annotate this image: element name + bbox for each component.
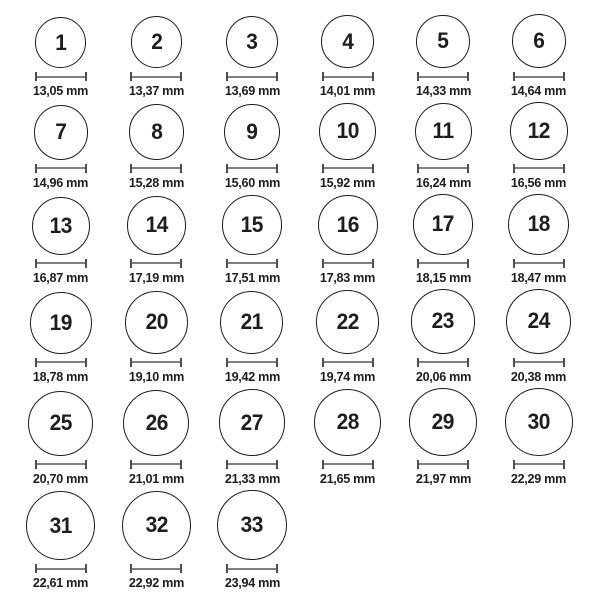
measurement-line xyxy=(513,72,565,81)
measurement-tick-right xyxy=(276,164,278,173)
measurement-tick-right xyxy=(276,358,278,367)
ring-diameter-label: 18,15 mm xyxy=(415,269,471,285)
ring-size-number: 1 xyxy=(55,29,67,55)
ring-circle xyxy=(219,389,286,456)
measurement-bar xyxy=(419,463,467,465)
ring-circle xyxy=(411,289,475,353)
ring-diameter-label: 23,94 mm xyxy=(224,575,280,591)
ring-circle xyxy=(318,195,378,255)
measurement-bar xyxy=(132,568,180,570)
ring-circle xyxy=(321,15,374,68)
measurement-bar xyxy=(132,361,180,363)
measurement-line xyxy=(35,564,87,573)
measurement-line xyxy=(35,259,87,268)
ring-size-number: 9 xyxy=(246,118,258,144)
ring-diameter-label: 20,38 mm xyxy=(511,368,567,384)
ring-size-cell xyxy=(395,15,491,98)
measurement-tick-right xyxy=(467,164,469,173)
ring-size-number: 25 xyxy=(49,410,72,436)
ring-circle xyxy=(409,388,477,456)
ring-size-number: 10 xyxy=(336,118,359,144)
ring-size-number: 24 xyxy=(527,308,550,334)
measurement-bar xyxy=(228,463,276,465)
ring-circle xyxy=(35,17,86,68)
ring-size-cell xyxy=(300,389,396,486)
ring-diameter-label: 14,01 mm xyxy=(319,83,376,98)
measurement-bar xyxy=(37,361,85,363)
ring-diameter-label: 14,96 mm xyxy=(33,174,89,190)
ring-size-cell xyxy=(109,491,205,591)
measurement-line xyxy=(322,460,374,469)
ring-size-number: 22 xyxy=(336,308,359,334)
ring-size-number: 18 xyxy=(527,211,550,237)
ring-circle xyxy=(122,491,192,561)
measurement-line xyxy=(417,259,469,268)
measurement-line xyxy=(226,460,278,469)
ring-size-cell xyxy=(13,292,109,384)
ring-diameter-label: 19,42 mm xyxy=(224,368,280,384)
ring-diameter-label: 22,29 mm xyxy=(511,470,567,486)
ring-diameter-label: 15,60 mm xyxy=(224,174,280,190)
ring-size-number: 21 xyxy=(240,309,264,335)
measurement-tick-right xyxy=(85,72,87,81)
ring-size-cell xyxy=(491,388,587,486)
ring-circle xyxy=(220,291,283,354)
measurement-tick-right xyxy=(467,259,469,268)
measurement-tick-right xyxy=(276,460,278,469)
measurement-tick-right xyxy=(372,358,374,367)
measurement-tick-right xyxy=(372,72,374,81)
measurement-bar xyxy=(228,76,276,78)
measurement-tick-right xyxy=(563,259,565,268)
ring-diameter-label: 17,51 mm xyxy=(224,269,280,285)
measurement-bar xyxy=(228,361,276,363)
measurement-tick-right xyxy=(276,72,278,81)
ring-size-number: 2 xyxy=(150,29,162,55)
ring-size-number: 3 xyxy=(246,28,258,54)
ring-diameter-label: 18,47 mm xyxy=(511,269,567,285)
measurement-tick-right xyxy=(180,259,182,268)
ring-size-cell xyxy=(300,15,396,98)
ring-size-cell xyxy=(13,197,109,285)
ring-circle xyxy=(316,290,380,354)
ring-size-cell xyxy=(300,290,396,384)
ring-size-row xyxy=(13,14,587,98)
ring-size-number: 14 xyxy=(145,212,168,238)
measurement-line xyxy=(226,164,278,173)
measurement-line xyxy=(35,358,87,367)
measurement-bar xyxy=(324,463,372,465)
ring-size-cell xyxy=(109,16,205,98)
ring-circle xyxy=(28,391,93,456)
ring-size-cell xyxy=(300,103,396,189)
ring-size-number: 19 xyxy=(49,309,72,335)
ring-circle xyxy=(510,102,568,160)
ring-circle xyxy=(226,16,278,68)
measurement-line xyxy=(226,564,278,573)
ring-circle xyxy=(222,195,281,254)
measurement-line xyxy=(130,564,182,573)
ring-size-cell xyxy=(491,14,587,98)
ring-diameter-label: 17,83 mm xyxy=(319,269,376,285)
ring-size-cell xyxy=(395,194,491,285)
measurement-tick-right xyxy=(180,72,182,81)
measurement-bar xyxy=(228,568,276,570)
measurement-tick-right xyxy=(563,460,565,469)
measurement-tick-right xyxy=(372,460,374,469)
measurement-bar xyxy=(324,361,372,363)
measurement-line xyxy=(322,72,374,81)
ring-diameter-label: 16,56 mm xyxy=(511,174,567,190)
ring-size-row xyxy=(13,388,587,486)
ring-circle xyxy=(129,104,184,159)
ring-diameter-label: 20,06 mm xyxy=(415,368,471,384)
ring-size-number: 27 xyxy=(240,409,264,435)
ring-diameter-label: 14,33 mm xyxy=(415,83,471,98)
ring-circle xyxy=(508,194,569,255)
measurement-bar xyxy=(132,463,180,465)
ring-size-cell xyxy=(204,16,300,98)
ring-circle xyxy=(26,491,95,560)
ring-size-number: 12 xyxy=(527,117,550,143)
measurement-bar xyxy=(515,463,563,465)
measurement-tick-right xyxy=(467,72,469,81)
measurement-line xyxy=(513,259,565,268)
measurement-line xyxy=(130,72,182,81)
ring-circle xyxy=(32,197,90,255)
ring-circle xyxy=(30,292,92,354)
measurement-tick-right xyxy=(180,358,182,367)
measurement-line xyxy=(226,72,278,81)
measurement-line xyxy=(513,358,565,367)
ring-circle xyxy=(505,388,573,456)
ring-size-number: 29 xyxy=(432,409,455,435)
measurement-tick-right xyxy=(85,164,87,173)
measurement-bar xyxy=(132,76,180,78)
measurement-bar xyxy=(515,262,563,264)
measurement-line xyxy=(322,358,374,367)
ring-diameter-label: 13,37 mm xyxy=(128,83,184,98)
measurement-line xyxy=(130,460,182,469)
measurement-line xyxy=(417,72,469,81)
measurement-line xyxy=(513,460,565,469)
measurement-tick-right xyxy=(85,358,87,367)
ring-size-cell xyxy=(300,195,396,285)
ring-diameter-label: 13,05 mm xyxy=(33,83,89,98)
ring-size-cell xyxy=(204,195,300,284)
measurement-line xyxy=(226,358,278,367)
ring-diameter-label: 21,97 mm xyxy=(415,470,471,486)
ring-size-number: 5 xyxy=(437,28,449,54)
ring-size-number: 11 xyxy=(432,118,454,144)
ring-diameter-label: 19,10 mm xyxy=(128,368,184,384)
ring-size-number: 6 xyxy=(533,28,545,53)
measurement-line xyxy=(322,164,374,173)
ring-size-cell xyxy=(395,103,491,190)
ring-circle xyxy=(506,289,571,354)
ring-size-cell xyxy=(13,105,109,190)
ring-circle xyxy=(217,490,287,560)
ring-diameter-label: 13,69 mm xyxy=(224,83,280,98)
measurement-tick-right xyxy=(85,460,87,469)
ring-circle xyxy=(34,105,89,160)
measurement-bar xyxy=(419,361,467,363)
ring-diameter-label: 22,92 mm xyxy=(128,575,184,591)
ring-diameter-label: 16,87 mm xyxy=(33,269,89,285)
ring-size-cell xyxy=(491,194,587,285)
measurement-bar xyxy=(419,167,467,169)
measurement-bar xyxy=(419,76,467,78)
measurement-tick-right xyxy=(180,164,182,173)
ring-circle xyxy=(131,16,183,68)
ring-diameter-label: 15,92 mm xyxy=(319,174,376,190)
measurement-bar xyxy=(132,262,180,264)
measurement-tick-right xyxy=(180,564,182,573)
ring-size-number: 32 xyxy=(145,512,168,538)
ring-diameter-label: 18,78 mm xyxy=(33,368,89,384)
measurement-line xyxy=(226,259,278,268)
measurement-bar xyxy=(228,167,276,169)
ring-diameter-label: 17,19 mm xyxy=(128,269,184,285)
ring-size-cell xyxy=(395,289,491,383)
ring-circle xyxy=(123,390,189,456)
ring-size-number: 13 xyxy=(49,212,72,238)
ring-size-cell xyxy=(204,291,300,384)
measurement-line xyxy=(322,259,374,268)
measurement-tick-right xyxy=(467,460,469,469)
measurement-bar xyxy=(324,262,372,264)
ring-circle xyxy=(512,14,566,68)
ring-diameter-label: 16,24 mm xyxy=(415,174,471,190)
measurement-bar xyxy=(37,76,85,78)
measurement-line xyxy=(130,358,182,367)
ring-size-cell xyxy=(204,490,300,590)
ring-size-number: 16 xyxy=(336,211,359,237)
measurement-line xyxy=(130,259,182,268)
measurement-line xyxy=(35,164,87,173)
measurement-line xyxy=(35,72,87,81)
measurement-tick-right xyxy=(180,460,182,469)
ring-diameter-label: 21,33 mm xyxy=(224,470,280,486)
ring-size-number: 26 xyxy=(145,409,168,435)
ring-size-number: 17 xyxy=(432,211,455,237)
measurement-line xyxy=(417,460,469,469)
measurement-line xyxy=(417,358,469,367)
ring-size-cell xyxy=(491,289,587,384)
ring-circle xyxy=(224,104,280,160)
measurement-tick-right xyxy=(563,164,565,173)
ring-size-number: 23 xyxy=(432,308,455,334)
ring-circle xyxy=(314,389,381,456)
ring-size-cell xyxy=(109,104,205,189)
measurement-tick-right xyxy=(372,259,374,268)
measurement-bar xyxy=(132,167,180,169)
ring-size-number: 4 xyxy=(341,28,354,54)
ring-circle xyxy=(416,15,469,68)
ring-diameter-label: 20,70 mm xyxy=(33,470,89,486)
ring-size-number: 28 xyxy=(336,409,359,435)
measurement-bar xyxy=(37,262,85,264)
ring-diameter-label: 22,61 mm xyxy=(33,575,89,591)
measurement-bar xyxy=(324,167,372,169)
ring-size-number: 30 xyxy=(527,408,550,434)
measurement-tick-right xyxy=(276,564,278,573)
measurement-tick-right xyxy=(372,164,374,173)
ring-circle xyxy=(415,103,472,160)
ring-size-cell xyxy=(109,196,205,285)
measurement-line xyxy=(35,460,87,469)
measurement-tick-right xyxy=(85,259,87,268)
ring-size-cell xyxy=(204,104,300,190)
ring-size-row xyxy=(13,289,587,384)
measurement-tick-right xyxy=(563,358,565,367)
ring-size-row xyxy=(13,194,587,285)
ring-circle xyxy=(319,103,375,159)
measurement-line xyxy=(513,164,565,173)
measurement-bar xyxy=(324,76,372,78)
ring-diameter-label: 21,65 mm xyxy=(319,470,376,486)
measurement-tick-right xyxy=(276,259,278,268)
measurement-bar xyxy=(37,463,85,465)
ring-diameter-label: 15,28 mm xyxy=(128,174,184,190)
measurement-tick-right xyxy=(563,72,565,81)
ring-size-cell xyxy=(204,389,300,486)
measurement-bar xyxy=(515,167,563,169)
ring-size-cell xyxy=(491,102,587,190)
ring-size-number: 31 xyxy=(49,512,72,538)
ring-size-number: 7 xyxy=(55,119,67,145)
measurement-tick-right xyxy=(85,564,87,573)
measurement-tick-right xyxy=(467,358,469,367)
ring-circle xyxy=(413,194,474,255)
ring-size-number: 15 xyxy=(240,212,264,238)
measurement-line xyxy=(130,164,182,173)
ring-size-cell xyxy=(13,491,109,590)
ring-size-number: 33 xyxy=(240,512,264,538)
ring-diameter-label: 21,01 mm xyxy=(128,470,184,486)
ring-circle xyxy=(127,196,186,255)
measurement-bar xyxy=(228,262,276,264)
measurement-bar xyxy=(419,262,467,264)
ring-diameter-label: 14,64 mm xyxy=(511,83,567,98)
ring-size-cell xyxy=(13,391,109,486)
measurement-bar xyxy=(515,361,563,363)
ring-size-cell xyxy=(395,388,491,486)
ring-size-cell xyxy=(109,291,205,383)
measurement-bar xyxy=(37,568,85,570)
ring-size-cell xyxy=(13,17,109,98)
measurement-line xyxy=(417,164,469,173)
measurement-bar xyxy=(37,167,85,169)
ring-size-row xyxy=(13,102,587,190)
ring-size-row xyxy=(13,490,587,590)
ring-size-cell xyxy=(109,390,205,486)
measurement-bar xyxy=(515,76,563,78)
ring-size-number: 8 xyxy=(150,119,162,144)
ring-diameter-label: 19,74 mm xyxy=(319,368,376,384)
ring-size-number: 20 xyxy=(145,309,168,335)
ring-circle xyxy=(125,291,187,353)
